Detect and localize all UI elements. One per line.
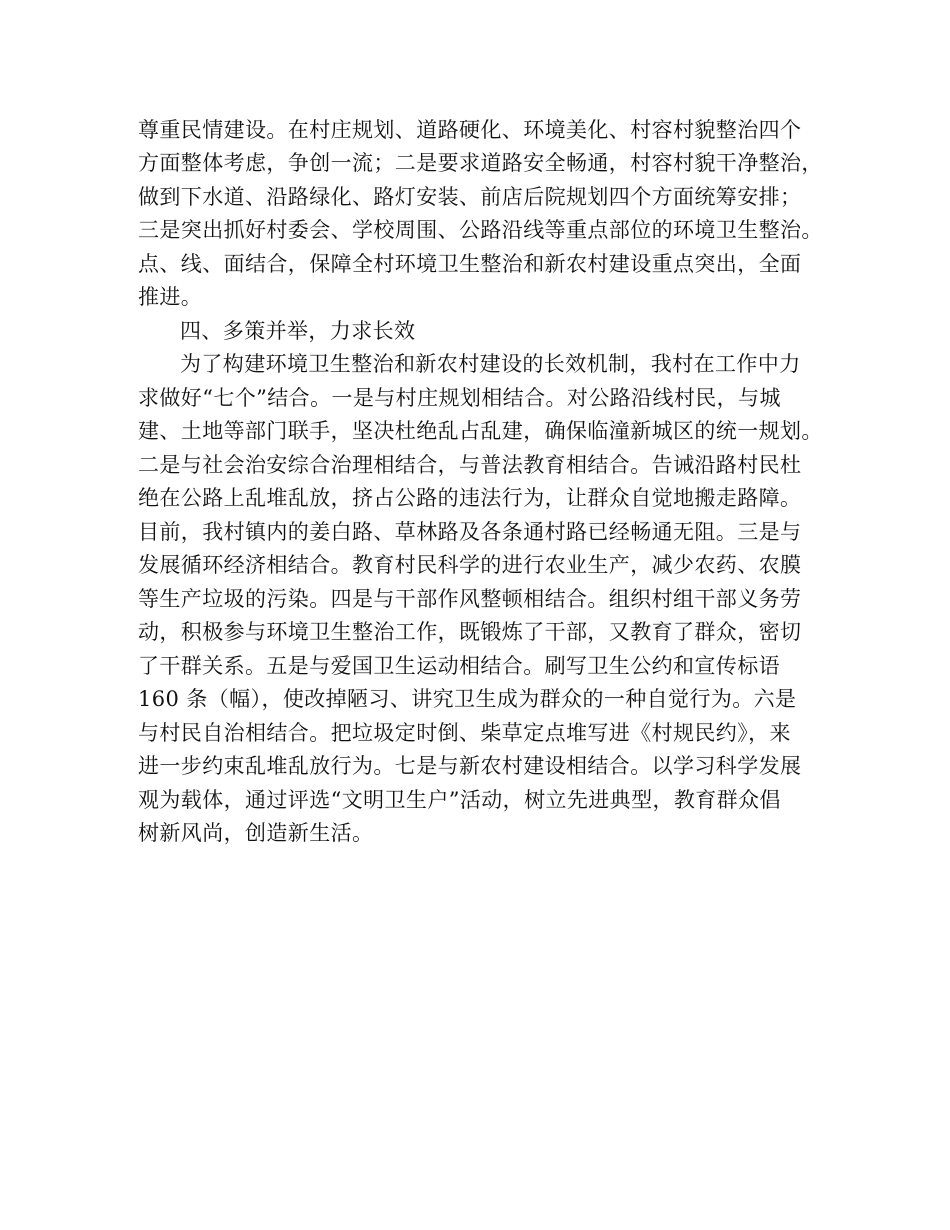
paragraph-line: 求做好“七个”结合。一是与村庄规划相结合。对公路沿线村民，与城 bbox=[138, 386, 781, 410]
paragraph-line: 三是突出抓好村委会、学校周围、公路沿线等重点部位的环境卫生整治。 bbox=[138, 218, 823, 242]
paragraph-line: 尊重民情建设。在村庄规划、道路硬化、环境美化、村容村貌整治四个 bbox=[138, 118, 802, 142]
paragraph-line: 建、土地等部门联手，坚决杜绝乱占乱建，确保临潼新城区的统一规划。 bbox=[138, 419, 823, 443]
paragraph-line: 方面整体考虑，争创一流；二是要求道路安全畅通，村容村貌干净整治， bbox=[138, 151, 823, 175]
paragraph-line: 绝在公路上乱堆乱放，挤占公路的违法行为，让群众自觉地搬走路障。 bbox=[138, 486, 802, 510]
paragraph-line: 发展循环经济相结合。教育村民科学的进行农业生产，减少农药、农膜 bbox=[138, 553, 802, 577]
paragraph-line: 观为载体，通过评选“文明卫生户”活动，树立先进典型，教育群众倡 bbox=[138, 788, 781, 812]
paragraph-line: 推进。 bbox=[138, 285, 203, 309]
paragraph-line: 等生产垃圾的污染。四是与干部作风整顿相结合。组织村组干部义务劳 bbox=[138, 587, 802, 611]
section-heading: 四、多策并举，力求长效 bbox=[180, 319, 416, 343]
paragraph-line: 为了构建环境卫生整治和新农村建设的长效机制，我村在工作中力 bbox=[180, 352, 801, 376]
paragraph-line: 动，积极参与环境卫生整治工作，既锻炼了干部，又教育了群众，密切 bbox=[138, 620, 802, 644]
paragraph-line: 点、线、面结合，保障全村环境卫生整治和新农村建设重点突出，全面 bbox=[138, 252, 802, 276]
paragraph-line: 160 条（幅），使改掉陋习、讲究卫生成为群众的一种自觉行为。六是 bbox=[138, 687, 797, 711]
paragraph-line: 了干群关系。五是与爱国卫生运动相结合。刷写卫生公约和宣传标语 bbox=[138, 654, 780, 678]
paragraph-line: 树新风尚，创造新生活。 bbox=[138, 821, 374, 845]
paragraph-line: 做到下水道、沿路绿化、路灯安装、前店后院规划四个方面统筹安排； bbox=[138, 185, 802, 209]
paragraph-line: 目前，我村镇内的姜白路、草林路及各条通村路已经畅通无阻。三是与 bbox=[138, 520, 802, 544]
paragraph-line: 二是与社会治安综合治理相结合，与普法教育相结合。告诫沿路村民杜 bbox=[138, 453, 802, 477]
paragraph-line: 进一步约束乱堆乱放行为。七是与新农村建设相结合。以学习科学发展 bbox=[138, 754, 802, 778]
paragraph-line: 与村民自治相结合。把垃圾定时倒、柴草定点堆写进《村规民约》，来 bbox=[138, 721, 791, 745]
